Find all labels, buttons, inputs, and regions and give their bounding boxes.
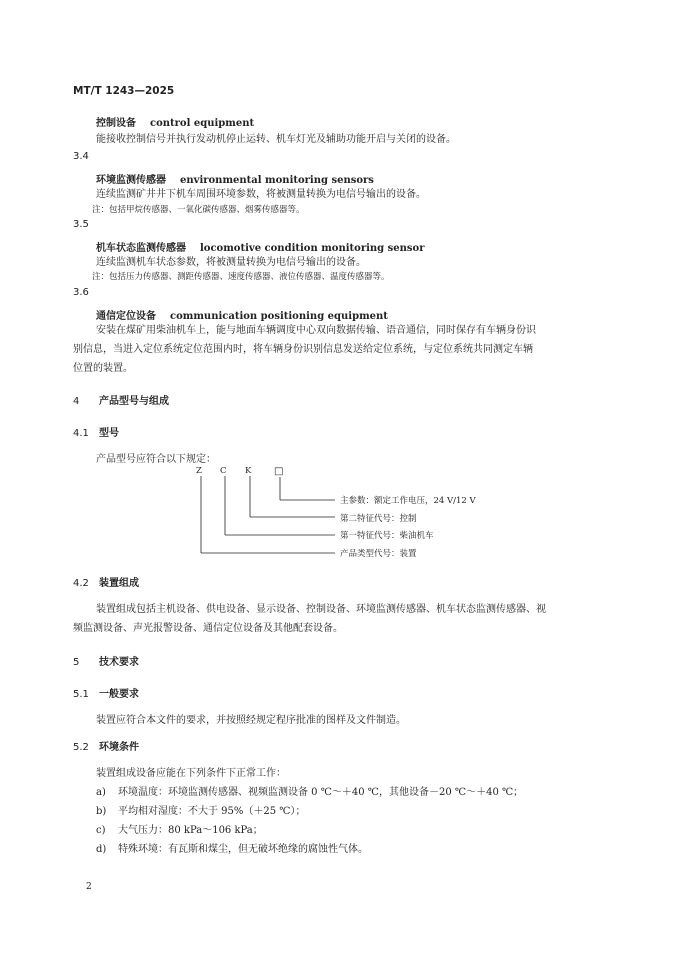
section-number: 5 <box>73 657 80 668</box>
list-item <box>96 840 368 855</box>
term-definition-line: 位置的装置。 <box>73 363 133 374</box>
model-char-type: Z <box>196 466 202 476</box>
subsection-title: 环境条件 <box>99 742 139 753</box>
page-number: 2 <box>86 882 92 892</box>
subsection-title: 装置组成 <box>99 578 139 589</box>
subsection-number: 5.2 <box>73 742 89 753</box>
subsection-number: 4.1 <box>73 428 89 439</box>
model-label-second: 第二特征代号：控制 <box>340 514 417 524</box>
model-label-param: 主参数：额定工作电压，24 V/12 V <box>340 496 476 506</box>
section-title: 技术要求 <box>99 657 139 668</box>
list-item-text: 平均相对湿度：不大于 95%（＋25 ℃）； <box>118 806 306 817</box>
list-item-text: 环境温度：环境监测传感器、视频监测设备 0 ℃～＋40 ℃，其他设备－20 ℃～＋40 ℃； <box>118 787 524 798</box>
subsection-title: 型号 <box>99 428 119 439</box>
clause-number: 3.6 <box>73 287 89 298</box>
subsection-heading <box>73 574 139 589</box>
term-definition-line: 安装在煤矿用柴油机车上，能与地面车辆调度中心双向数据传输、语音通信，同时保存有车辆身份识 <box>96 325 536 336</box>
list-item-label: c) <box>96 825 106 836</box>
list-item-label: b) <box>96 806 107 817</box>
term-chinese: 环境监测传感器 <box>96 175 166 186</box>
list-item <box>96 783 523 798</box>
term-chinese: 机车状态监测传感器 <box>96 243 186 254</box>
list-item-text: 大气压力：80 kPa～106 kPa； <box>118 825 263 836</box>
model-char-second: K <box>245 466 252 476</box>
model-label-first: 第一特征代号：柴油机车 <box>340 531 434 541</box>
clause-number: 3.4 <box>73 151 89 162</box>
list-item <box>96 821 263 836</box>
model-char-param: □ <box>274 466 284 477</box>
section-title: 产品型号与组成 <box>99 396 169 407</box>
subsection-number: 4.2 <box>73 578 89 589</box>
term-definition-line: 别信息，当进入定位系统定位范围内时，将车辆身份识别信息发送给定位系统，与定位系统共同测定车辆 <box>73 344 533 355</box>
list-item-text: 特殊环境：有瓦斯和煤尘，但无破坏绝缘的腐蚀性气体。 <box>118 844 368 855</box>
term-chinese: 控制设备 <box>96 118 136 129</box>
term-note: 注：包括甲烷传感器、一氧化碳传感器、烟雾传感器等。 <box>92 205 305 215</box>
list-item <box>96 802 306 817</box>
term-definition: 连续监测矿井井下机车周围环境参数，将被测量转换为电信号输出的设备。 <box>96 189 426 200</box>
term-definition: 连续监测机车状态参数，将被测量转换为电信号输出的设备。 <box>96 257 366 268</box>
model-label-type: 产品类型代号：装置 <box>340 549 417 559</box>
section-number: 4 <box>73 396 80 407</box>
standard-number: MT/T 1243—2025 <box>73 85 175 97</box>
composition-line: 装置组成包括主机设备、供电设备、显示设备、控制设备、环境监测传感器、机车状态监测传感器、视 <box>96 604 546 615</box>
composition-line: 频监测设备、声光报警设备、通信定位设备及其他配套设备。 <box>73 623 343 634</box>
term-note: 注：包括压力传感器、测距传感器、速度传感器、液位传感器、温度传感器等。 <box>92 272 390 282</box>
environment-intro: 装置组成设备应能在下列条件下正常工作： <box>96 768 286 779</box>
term-english: environmental monitoring sensors <box>180 175 374 186</box>
term-english: communication positioning equipment <box>170 311 388 322</box>
list-item-label: a) <box>96 787 106 798</box>
model-char-first: C <box>220 466 227 476</box>
term-english: locomotive condition monitoring sensor <box>200 243 425 254</box>
model-intro: 产品型号应符合以下规定： <box>96 454 216 465</box>
section-heading <box>73 653 139 668</box>
term-english: control equipment <box>150 118 255 129</box>
subsection-heading <box>73 738 139 753</box>
subsection-number: 5.1 <box>73 689 89 700</box>
general-requirement-text: 装置应符合本文件的要求，并按照经规定程序批准的图样及文件制造。 <box>96 715 406 726</box>
clause-number: 3.5 <box>73 219 89 230</box>
subsection-title: 一般要求 <box>99 689 139 700</box>
list-item-label: d) <box>96 844 107 855</box>
term-definition: 能接收控制信号并执行发动机停止运转、机车灯光及辅助功能开启与关闭的设备。 <box>96 134 456 145</box>
subsection-heading <box>73 685 139 700</box>
term-chinese: 通信定位设备 <box>96 311 156 322</box>
